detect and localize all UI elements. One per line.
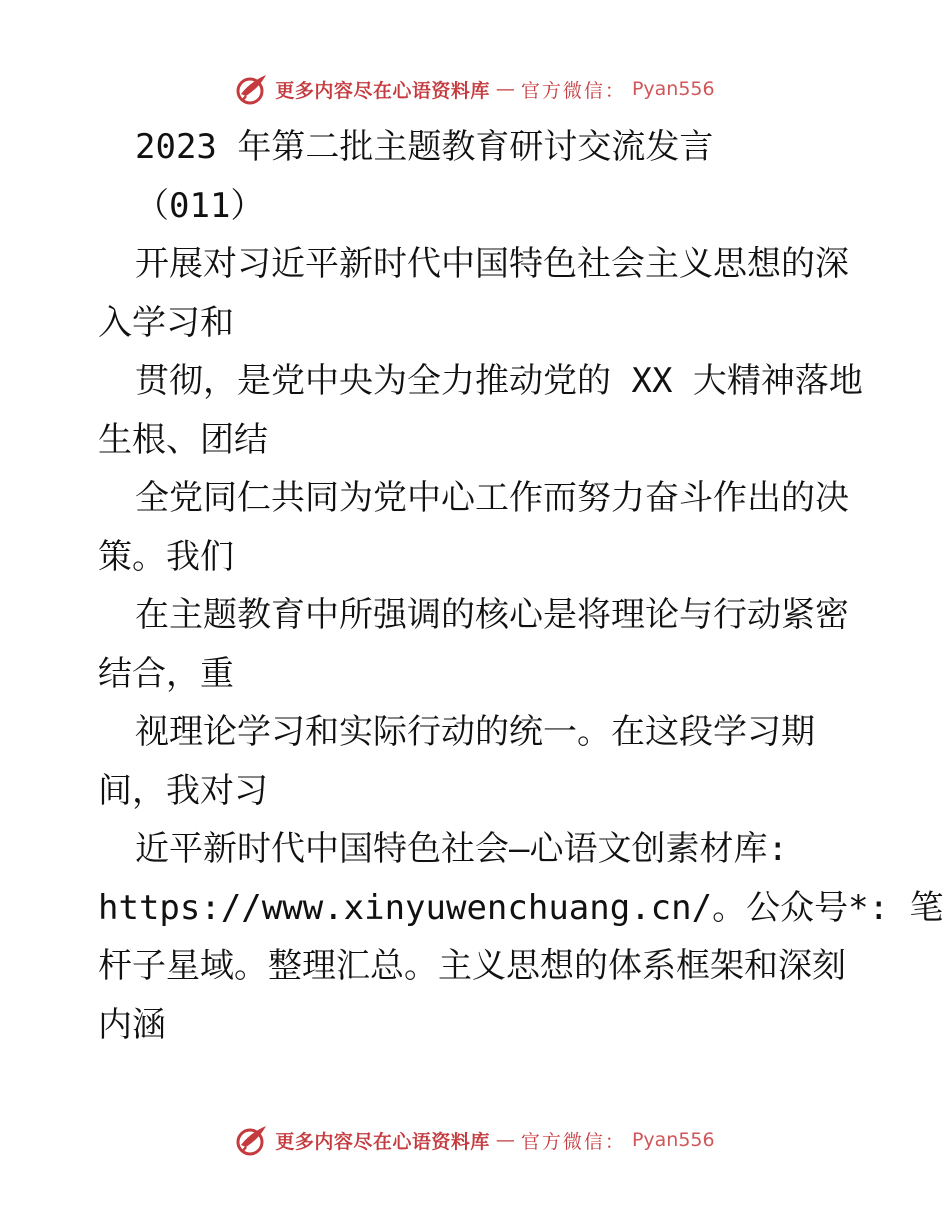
- doc-line: 贯彻，是党中央为全力推动党的 XX 大精神落地: [135, 361, 863, 401]
- header-wechat-id: Pyan556: [631, 78, 715, 100]
- footer-banner: [0, 1123, 950, 1157]
- doc-line: 策。我们: [98, 536, 234, 577]
- doc-title: 2023 年第二批主题教育研讨交流发言: [135, 127, 714, 167]
- doc-line: 杆子星域。整理汇总。主义思想的体系框架和深刻: [98, 946, 846, 986]
- footer-brand-text: 更多内容尽在心语资料库: [275, 1130, 490, 1153]
- footer-wechat-id: Pyan556: [631, 1129, 715, 1151]
- header-brand-text: 更多内容尽在心语资料库: [275, 79, 490, 102]
- footer-official-label: 官方微信：: [520, 1130, 626, 1153]
- doc-line: 间，我对习: [98, 770, 268, 811]
- doc-line: 内涵: [98, 1004, 166, 1045]
- doc-line: 入学习和: [98, 302, 234, 343]
- header-banner: [0, 72, 950, 106]
- doc-line: 结合，重: [98, 653, 234, 694]
- doc-line: 在主题教育中所强调的核心是将理论与行动紧密: [135, 595, 849, 635]
- doc-line: 生根、团结: [98, 419, 268, 460]
- document-body: [98, 118, 944, 1054]
- doc-line: 全党同仁共同为党中心工作而努力奋斗作出的决: [135, 478, 849, 518]
- doc-number: （011）: [135, 185, 265, 226]
- doc-line: 近平新时代中国特色社会—心语文创素材库:: [135, 829, 788, 869]
- doc-line: 开展对习近平新时代中国特色社会主义思想的深: [135, 244, 849, 284]
- doc-line: https://www.xinyuwenchuang.cn/。公众号*: 笔: [98, 887, 944, 928]
- doc-line: 视理论学习和实际行动的统一。在这段学习期: [135, 712, 815, 752]
- header-dash: —: [495, 78, 515, 100]
- header-official-label: 官方微信：: [520, 79, 626, 102]
- quill-logo-icon: [235, 72, 269, 106]
- footer-dash: —: [495, 1129, 515, 1151]
- quill-logo-icon: [235, 1123, 269, 1157]
